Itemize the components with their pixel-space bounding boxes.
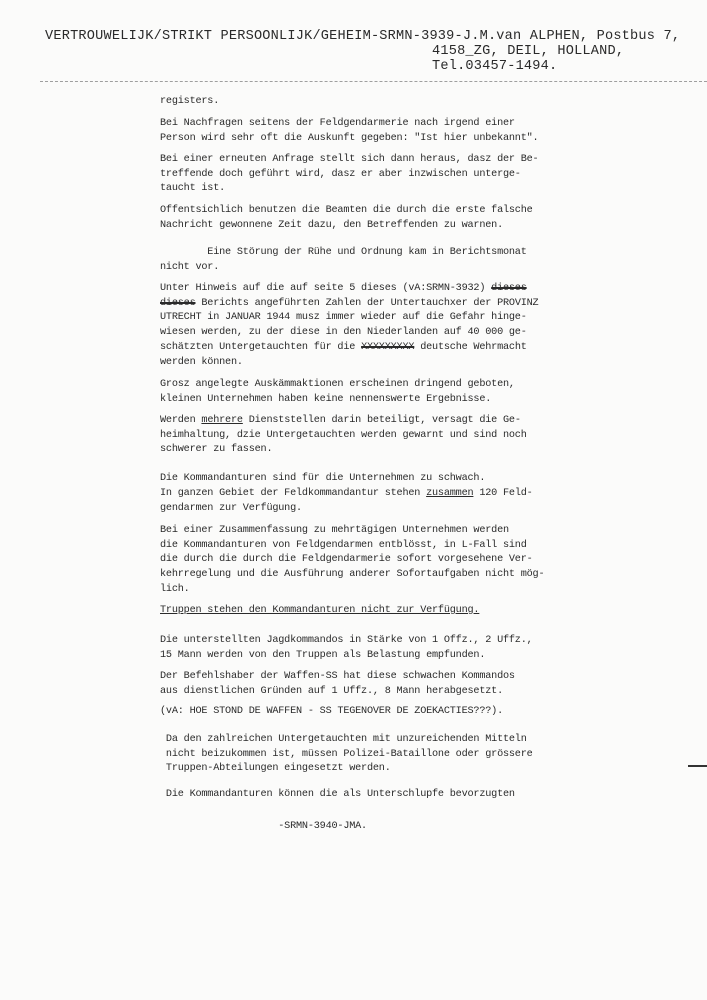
text: Dienststellen darin beteiligt, versagt die Ge- <box>242 415 521 426</box>
text-line <box>160 705 503 720</box>
text-line <box>160 762 533 777</box>
text-line <box>160 649 533 664</box>
text-line <box>160 282 538 297</box>
text-line <box>160 487 533 502</box>
text: kleinen Unternehmen haben keine nennenswerte Ergebnisse. <box>160 393 492 405</box>
paragraph <box>160 733 533 777</box>
text-line <box>160 583 544 598</box>
text-line <box>160 670 515 685</box>
struck-text: dieses <box>491 283 527 294</box>
header-line-3: Tel.03457-1494. <box>432 59 558 74</box>
text-line <box>160 685 515 700</box>
text: kehrregelung und die Ausführung anderer Sofortaufgaben nicht mög- <box>160 569 545 581</box>
struck-text: dieses <box>160 297 196 309</box>
text-line <box>160 204 533 219</box>
text: (vA: HOE STOND DE WAFFEN - SS TEGENOVER DE ZOEKACTIES???). <box>160 706 503 717</box>
text: werden können. <box>160 356 243 368</box>
text: lich. <box>160 583 190 595</box>
text: Bei einer erneuten Anfrage stellt sich dann heraus, dasz der Be- <box>160 154 539 165</box>
text: UTRECHT in JANUAR 1944 musz immer wieder auf die Gefahr hinge- <box>160 312 527 324</box>
paragraph <box>160 246 527 275</box>
text: registers. <box>160 96 220 107</box>
paragraph <box>160 282 538 370</box>
text: Nachricht gewonnene Zeit dazu, den Betreffenden zu warnen. <box>160 219 503 231</box>
text: Grosz angelegte Auskämmaktionen erscheinen dringend geboten, <box>160 379 515 390</box>
text: aus dienstlichen Gründen auf 1 Uffz., 8 Mann herabgesetzt. <box>160 685 503 697</box>
text-line <box>160 132 538 147</box>
paragraph <box>160 487 533 516</box>
text-line <box>160 788 515 803</box>
text-line <box>160 182 538 197</box>
text: die Kommandanturen von Feldgendarmen entblösst, in L-Fall sind <box>160 539 527 551</box>
paragraph <box>160 604 479 619</box>
text-line <box>160 168 538 183</box>
text-line <box>160 748 533 763</box>
header-line-2: 4158_ZG, DEIL, HOLLAND, <box>432 44 625 59</box>
text: schätzten Untergetauchten für die <box>160 341 362 353</box>
text: deutsche Wehrmacht <box>414 341 527 353</box>
text: taucht ist. <box>160 183 226 195</box>
text: nicht beizukommen ist, müssen Polizei-Bataillone oder grössere <box>160 748 533 760</box>
paragraph <box>160 95 219 110</box>
text: Bei Nachfragen seitens der Feldgendarmerie nach irgend einer <box>160 118 515 129</box>
text: nicht vor. <box>160 261 220 273</box>
paragraph <box>160 472 485 487</box>
paragraph <box>160 705 503 720</box>
text: Die Kommandanturen sind für die Unternehmen zu schwach. <box>160 473 486 484</box>
text-line <box>160 604 479 619</box>
text-line <box>160 153 538 168</box>
text-line <box>160 502 533 517</box>
text: Berichts angeführten Zahlen der Untertauchxer der PROVINZ <box>195 297 539 309</box>
text-line <box>160 117 538 132</box>
text-line <box>160 414 527 429</box>
text: Unter Hinweis auf die auf seite 5 dieses (vA:SRMN-3932) <box>160 283 492 294</box>
paragraph <box>160 670 515 699</box>
underlined-text: mehrere <box>201 415 243 426</box>
paragraph <box>160 820 367 835</box>
text: 15 Mann werden von den Truppen als Belastung empfunden. <box>160 649 486 661</box>
text-line <box>160 297 538 312</box>
struck-text: XXXXXXXXX <box>361 341 415 353</box>
text: die durch die durch die Feldgendarmerie sofort vorgesehene Ver- <box>160 554 533 566</box>
text-line <box>160 539 544 554</box>
text: wiesen werden, zu der diese in den Niederlanden auf 40 000 ge- <box>160 327 527 339</box>
text: heimhaltung, dzie Untergetauchten werden gewarnt und sind noch <box>160 429 527 441</box>
text-line <box>160 326 538 341</box>
text: Da den zahlreichen Untergetauchten mit unzureichenden Mitteln <box>160 734 527 745</box>
text-line <box>160 553 544 568</box>
text-line <box>160 393 515 408</box>
text: Truppen-Abteilungen eingesetzt werden. <box>160 763 391 775</box>
text-line <box>160 568 544 583</box>
paragraph <box>160 117 538 146</box>
text: -SRMN-3940-JMA. <box>160 821 367 832</box>
text: In ganzen Gebiet der Feldkommandantur stehen <box>160 488 427 499</box>
text: Offentsichlich benutzen die Beamten die durch die erste falsche <box>160 205 533 216</box>
header-divider <box>40 81 707 82</box>
text: Die unterstellten Jagdkommandos in Stärke von 1 Offz., 2 Uffz., <box>160 635 533 646</box>
text-line <box>160 634 533 649</box>
paragraph <box>160 378 515 407</box>
text: Die Kommandanturen können die als Unterschlupfe bevorzugten <box>160 789 515 800</box>
text-line <box>160 341 538 356</box>
text-line <box>160 820 367 835</box>
paragraph <box>160 153 538 197</box>
text-line <box>160 472 485 487</box>
text-line <box>160 261 527 276</box>
text-line <box>160 733 533 748</box>
text: schwerer zu fassen. <box>160 444 273 456</box>
text: Person wird sehr oft die Auskunft gegeben: "Ist hier unbekannt". <box>160 132 539 144</box>
text-line <box>160 443 527 458</box>
text: Der Befehlshaber der Waffen-SS hat diese schwachen Kommandos <box>160 671 515 682</box>
text-line <box>160 378 515 393</box>
text-line <box>160 246 527 261</box>
text: Werden <box>160 415 202 426</box>
text-line <box>160 219 533 234</box>
paragraph <box>160 524 544 598</box>
text: 120 Feld- <box>473 488 533 499</box>
text-line <box>160 356 538 371</box>
text-line <box>160 95 219 110</box>
text: Eine Störung der Rühe und Ordnung kam in Berichtsmonat <box>160 247 527 258</box>
text-line <box>160 311 538 326</box>
text-line <box>160 429 527 444</box>
text: gendarmen zur Verfügung. <box>160 502 302 514</box>
underlined-text: zusammen <box>426 488 474 499</box>
header-line-1: VERTROUWELIJK/STRIKT PERSOONLIJK/GEHEIM-SRMN-3939-J.M.van ALPHEN, Postbus 7, <box>45 29 681 44</box>
text-line <box>160 524 544 539</box>
paragraph <box>160 204 533 233</box>
text: Bei einer Zusammenfassung zu mehrtägigen Unternehmen werden <box>160 525 509 536</box>
underlined-text: Truppen stehen den Kommandanturen nicht zur Verfügung. <box>160 605 480 616</box>
paragraph <box>160 414 527 458</box>
margin-mark <box>688 765 707 767</box>
text: treffende doch geführt wird, dasz er aber inzwischen unterge- <box>160 168 521 180</box>
paragraph <box>160 634 533 663</box>
paragraph <box>160 788 515 803</box>
